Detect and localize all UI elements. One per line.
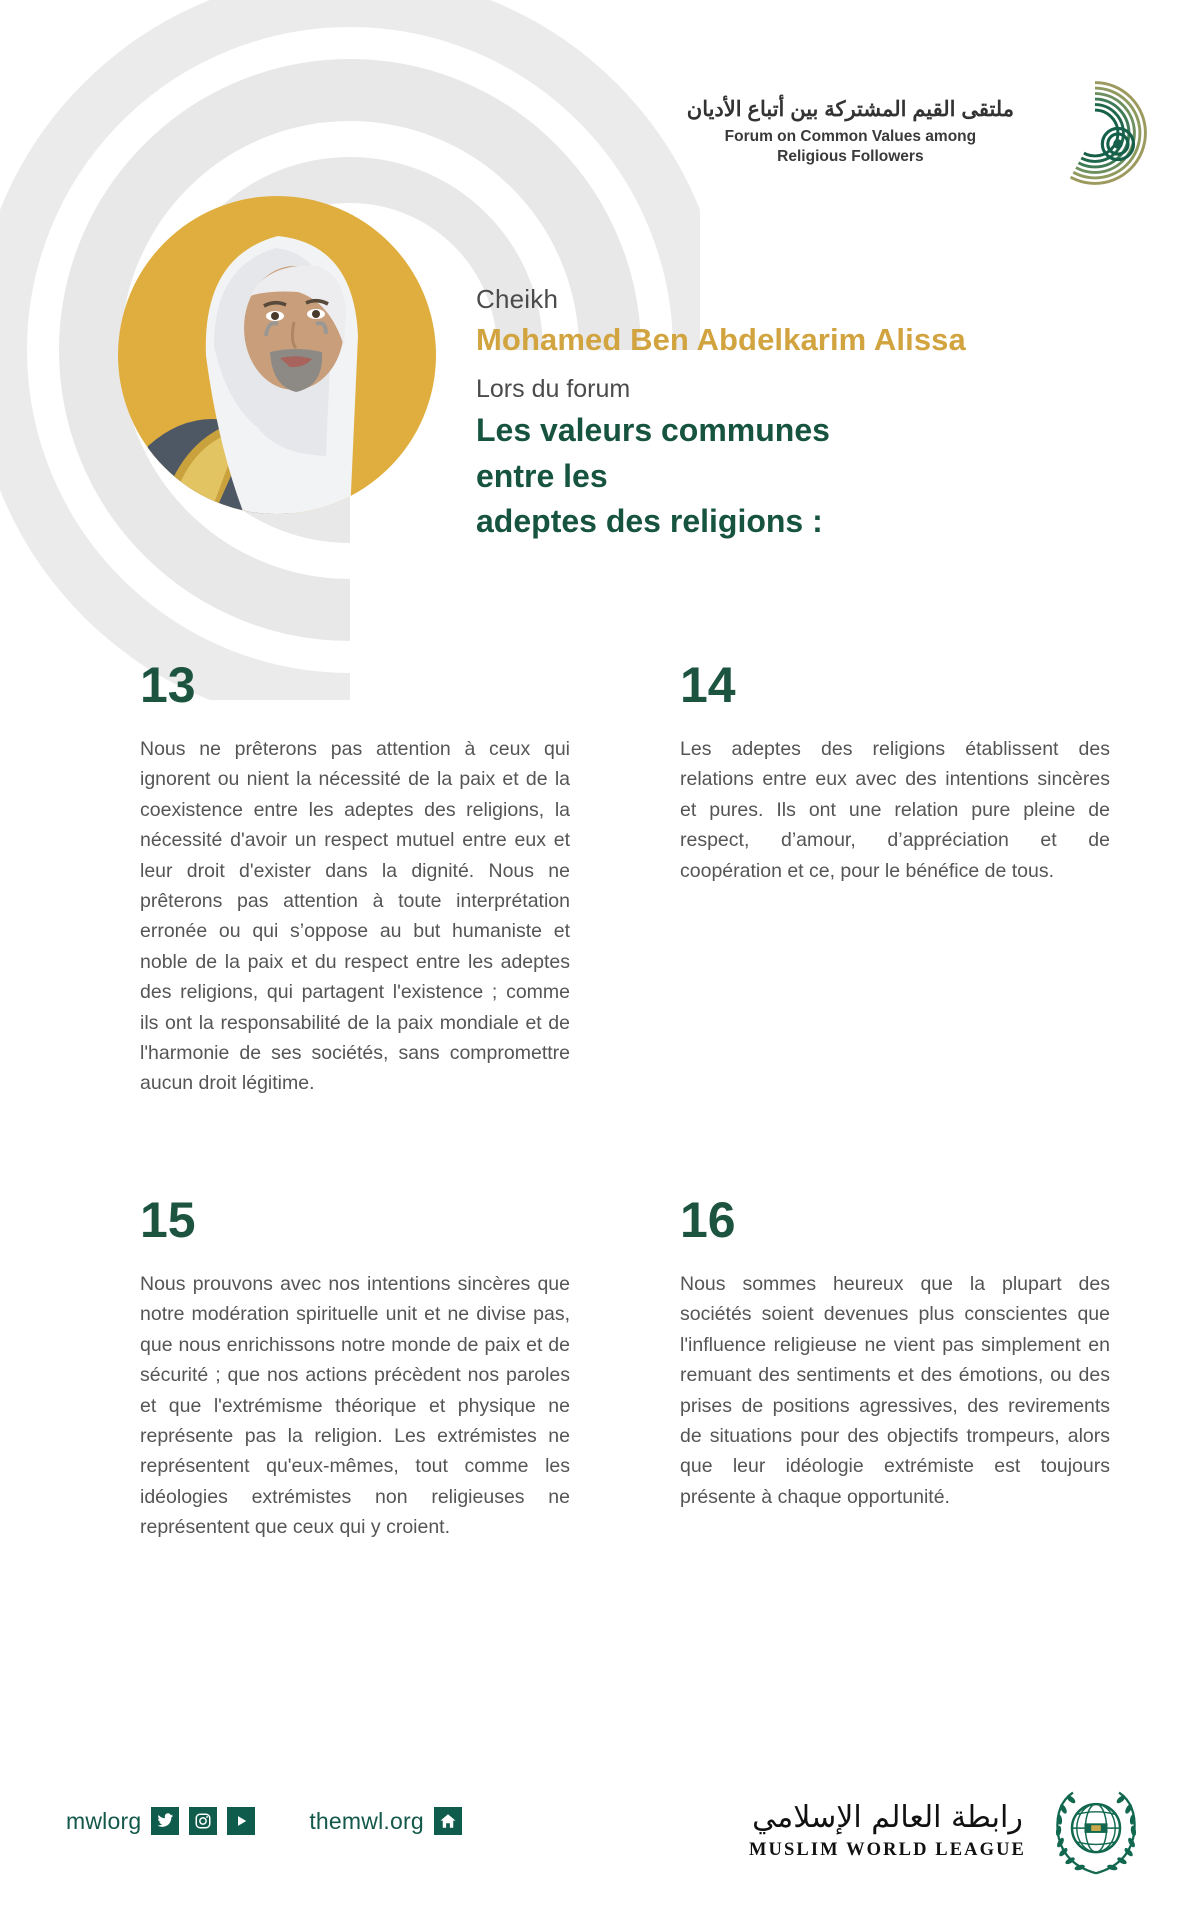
point-item [140, 657, 570, 1099]
point-item [140, 1191, 570, 1543]
mwl-name-arabic: رابطة العالم الإسلامي [752, 1800, 1023, 1835]
point-text: Les adeptes des religions établissent des relations entre eux avec des intentions sincères et pures. Ils ont une relation pure pleine de respect, d’amour, d’appréciation et de coopération et ce, pour le bénéfice de tous. [680, 738, 1110, 882]
forum-logo-icon [1040, 78, 1150, 188]
forum-title-english [687, 127, 1014, 168]
social-handle: mwlorg [66, 1807, 142, 1834]
website-url[interactable]: themwl.org [309, 1807, 424, 1834]
forum-header [620, 78, 1150, 188]
forum-context-label: Lors du forum [476, 375, 631, 404]
home-icon[interactable] [434, 1807, 462, 1835]
speaker-title-label: Cheikh [476, 284, 559, 314]
page-footer [0, 1755, 1200, 1915]
mwl-branding [749, 1783, 1144, 1879]
youtube-icon[interactable] [227, 1807, 255, 1835]
point-number: 16 [680, 1191, 736, 1248]
mwl-name-english: MUSLIM WORLD LEAGUE [748, 1840, 1026, 1860]
point-number: 14 [680, 657, 736, 713]
forum-header-text [687, 98, 1014, 168]
point-text: Nous ne prêterons pas attention à ceux qui ignorent ou nient la nécessité de la paix et de la coexistence entre les adeptes des religions, la nécessité d'avoir un respect mutuel entre eux et leur droit d'exister dans la dignité. Nous ne prêterons pas attention à toute interprétation erronée ou qui s’oppose au but humaniste et noble de la paix et du respect entre les adeptes des religions, qui partagent l'existence ; comme ils ont la responsabilité de la paix mondiale et de l'harmonie de ses sociétés, sans compromettre aucun droit légitime. [140, 738, 570, 1095]
forum-title-arabic: ملتقى القيم المشتركة بين أتباع الأديان [686, 98, 1014, 122]
social-links [66, 1807, 462, 1835]
speaker-info [476, 282, 1176, 544]
point-text: Nous prouvons avec nos intentions sincères que notre modération spirituelle unit et ne divise pas, que nous enrichissons notre monde de paix et de sécurité ; que nos actions précèdent nos paroles et que l'extrémisme théorique et physique ne représente pas la religion. Les extrémistes ne représentent qu'eux-mêmes, tout comme les idéologies extrémistes non religieuses ne représentent que ceux qui y croient. [140, 1272, 570, 1539]
point-number: 15 [140, 1191, 196, 1248]
mwl-emblem-icon [1048, 1783, 1144, 1879]
point-item [680, 657, 1110, 1099]
forum-title-english-line2: Religious Followers [777, 148, 924, 166]
forum-theme-line2: adeptes des religions : [476, 502, 823, 539]
points-grid [0, 657, 1200, 1543]
forum-theme-line1: Les valeurs communes entre les [476, 412, 830, 494]
mwl-wordmark [749, 1801, 1026, 1861]
speaker-portrait [118, 196, 436, 514]
point-text: Nous sommes heureux que la plupart des sociétés soient devenues plus conscientes que l'influence religieuse ne vient pas simplement en remuant des sentiments et des émotions, ou des prises de positions agressives, des revirements de situations pour des objectifs trompeurs, alors que leur idéologie extrémiste est toujours présente à chaque opportunité. [680, 1272, 1110, 1508]
forum-title-english-line1: Forum on Common Values among [724, 127, 977, 145]
forum-theme-title [476, 408, 916, 544]
portrait-photo [118, 196, 436, 514]
point-number: 13 [140, 657, 196, 713]
speaker-name: Mohamed Ben Abdelkarim Alissa [476, 322, 966, 358]
instagram-icon[interactable] [189, 1807, 217, 1835]
portrait-gold-disc [118, 196, 436, 514]
twitter-icon[interactable] [151, 1807, 179, 1835]
point-item [680, 1191, 1110, 1543]
